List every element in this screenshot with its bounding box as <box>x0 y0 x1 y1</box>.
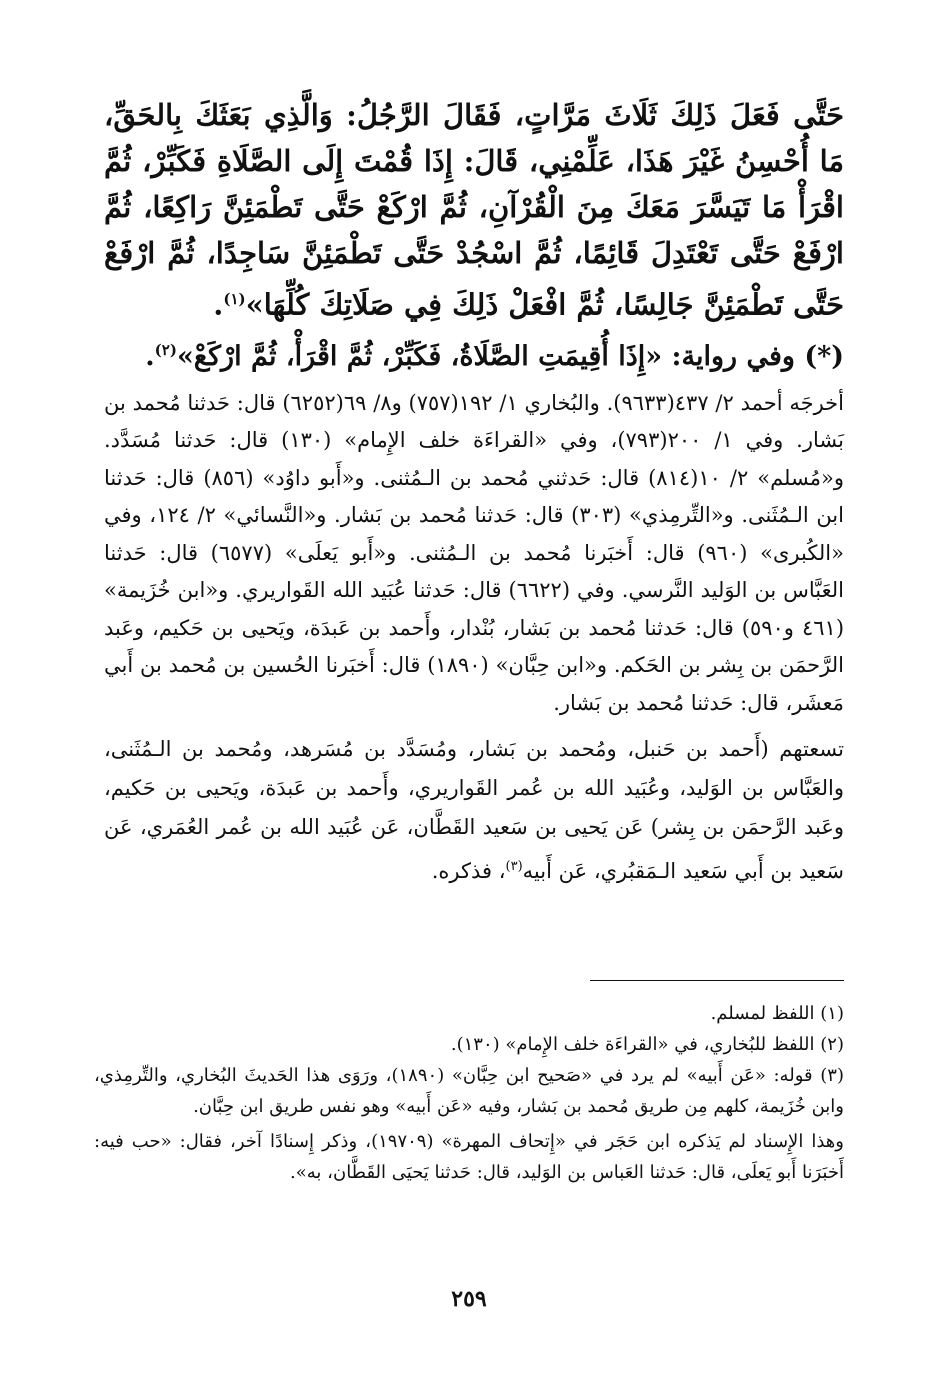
hadith-end: . <box>213 287 224 322</box>
riwaya-end: . <box>145 340 155 372</box>
hadith-paragraph <box>104 92 844 328</box>
isnad-paragraph <box>104 730 844 891</box>
takhrij-paragraph: أخرجَه أحمد ٢/ ٤٣٧(٩٦٣٣). والبُخاري ١/ ١٩٢(٧٥٧) و٨/ ٦٩(٦٢٥٢) قال: حَدثنا مُحمد بن بَشار. وفي ١/ ٢٠٠(٧٩٣)، وفي «القراءَة خلف الإِمام» (١٣٠) قال: حَدثنا مُسَدَّد. و«مُسلم» ٢/ ١٠(٨١٤) قال: حَدثني مُحمد بن الـمُثنى. و«أَبو داوُد» (٨٥٦) قال: حَدثنا ابن الـمُثَنى. و«التِّرمِذي» (٣٠٣) قال: حَدثنا مُحمد بن بَشار. و«النَّسائي» ٢/ ١٢٤، وفي «الكُبرى» (٩٦٠) قال: أَخبَرنا مُحمد بن الـمُثنى. و«أَبو يَعلَى» (٦٥٧٧) قال: حَدثنا العَبَّاس بن الوَليد النَّرسي. وفي (٦٦٢٢) قال: حَدثنا عُبَيد الله القَواريري. و«ابن خُزَيمة» (٤٦١ و٥٩٠) قال: حَدثنا مُحمد بن بَشار، بُنْدار، وأَحمد بن عَبدَة، ويَحيى بن حَكيم، وعَبد الرَّحمَن بن بِشر بن الحَكم. و«ابن حِبَّان» (١٨٩٠) قال: أَخبَرنا الحُسين بن مُحمد بن أَبي مَعشَر، قال: حَدثنا مُحمد بن بَشار. <box>104 390 845 715</box>
page-number: ٢٥٩ <box>451 1286 487 1312</box>
footnote-label: (٣) <box>820 1065 844 1086</box>
isnad-text: تسعتهم (أَحمد بن حَنبل، ومُحمد بن بَشار، ومُسَدَّد بن مُسَرهد، ومُحمد بن الـمُثَنى، والعَبَّاس بن الوَليد، وعُبَيد الله بن عُمر القَواريري، وأَحمد بن عَبدَة، ويَحيى بن حَكيم، وعَبد الرَّحمَن بن بِشر) عَن يَحيى بن سَعيد القَطَّان، عَن عُبَيد الله بن عُمر العُمَري، عَن سَعيد بن أَبي سَعيد الـمَقبُري، عَن أَبيه <box>104 737 844 884</box>
riwaya-paragraph <box>104 328 844 379</box>
footnote-text: قوله: «عَن أَبيه» لم يرد في «صَحيح ابن حِبَّان» (١٨٩٠)، ورَوَى هذا الحَديثَ البُخاري، والتِّرمِذي، وابن خُزَيمة، كلهم مِن طريق مُحمد بن بَشار، وفيه «عَن أَبيه» وهو نفس طريق ابن حِبَّان. <box>94 1065 844 1117</box>
footnote-ref-3[interactable]: (٣) <box>505 859 523 875</box>
footnote-1 <box>94 998 844 1029</box>
footnote-3 <box>94 1060 844 1122</box>
footnote-text: اللفظ للبُخاري، في «القراءَة خلف الإِمام» (١٣٠). <box>450 1034 815 1055</box>
footnote-ref-2[interactable]: (٢) <box>154 340 177 359</box>
footnote-text: اللفظ لمسلم. <box>710 1003 815 1024</box>
riwaya-text: (*) وفي رواية: «إِذَا أُقِيمَتِ الصَّلَاةُ، فَكَبِّرْ، ثُمَّ اقْرَأْ، ثُمَّ ارْكَعْ» <box>176 340 844 372</box>
footnote-2 <box>94 1029 844 1060</box>
footnotes <box>94 998 844 1188</box>
footnote-label: (١) <box>820 1003 844 1024</box>
footnote-3-continuation: وهذا الإِسناد لم يَذكره ابن حَجَر في «إِتحاف المهرة» (١٩٧٠٩)، وذكر إِسنادًا آخر، فقال: «حب فيه: أَخبَرَنا أَبو يَعلَى، قال: حَدثنا العَباس بن الوَليد، قال: حَدثنا يَحيَى القَطَّان، به». <box>94 1131 844 1183</box>
footnote-divider <box>590 980 844 981</box>
isnad-end: ، فذكره. <box>431 859 506 884</box>
footnote-ref-1[interactable]: (١) <box>223 290 246 308</box>
main-text <box>104 92 844 891</box>
footnote-label: (٢) <box>820 1034 844 1055</box>
hadith-text: حَتَّى فَعَلَ ذَلِكَ ثَلَاثَ مَرَّاتٍ، فَقَالَ الرَّجُلُ: وَالَّذِي بَعَثَكَ بِالحَقِّ، مَا أُحْسِنُ غَيْرَ هَذَا، عَلِّمْنِي، قَالَ: إِذَا قُمْتَ إِلَى الصَّلَاةِ فَكَبِّرْ، ثُمَّ اقْرَأْ مَا تَيَسَّرَ مَعَكَ مِنَ الْقُرْآنِ، ثُمَّ ارْكَعْ حَتَّى تَطْمَئِنَّ رَاكِعًا، ثُمَّ ارْفَعْ حَتَّى تَعْتَدِلَ قَائِمًا، ثُمَّ اسْجُدْ حَتَّى تَطْمَئِنَّ سَاجِدًا، ثُمَّ ارْفَعْ حَتَّى تَطْمَئِنَّ جَالِسًا، ثُمَّ افْعَلْ ذَلِكَ فِي صَلَاتِكَ كُلِّهَا» <box>104 98 844 322</box>
